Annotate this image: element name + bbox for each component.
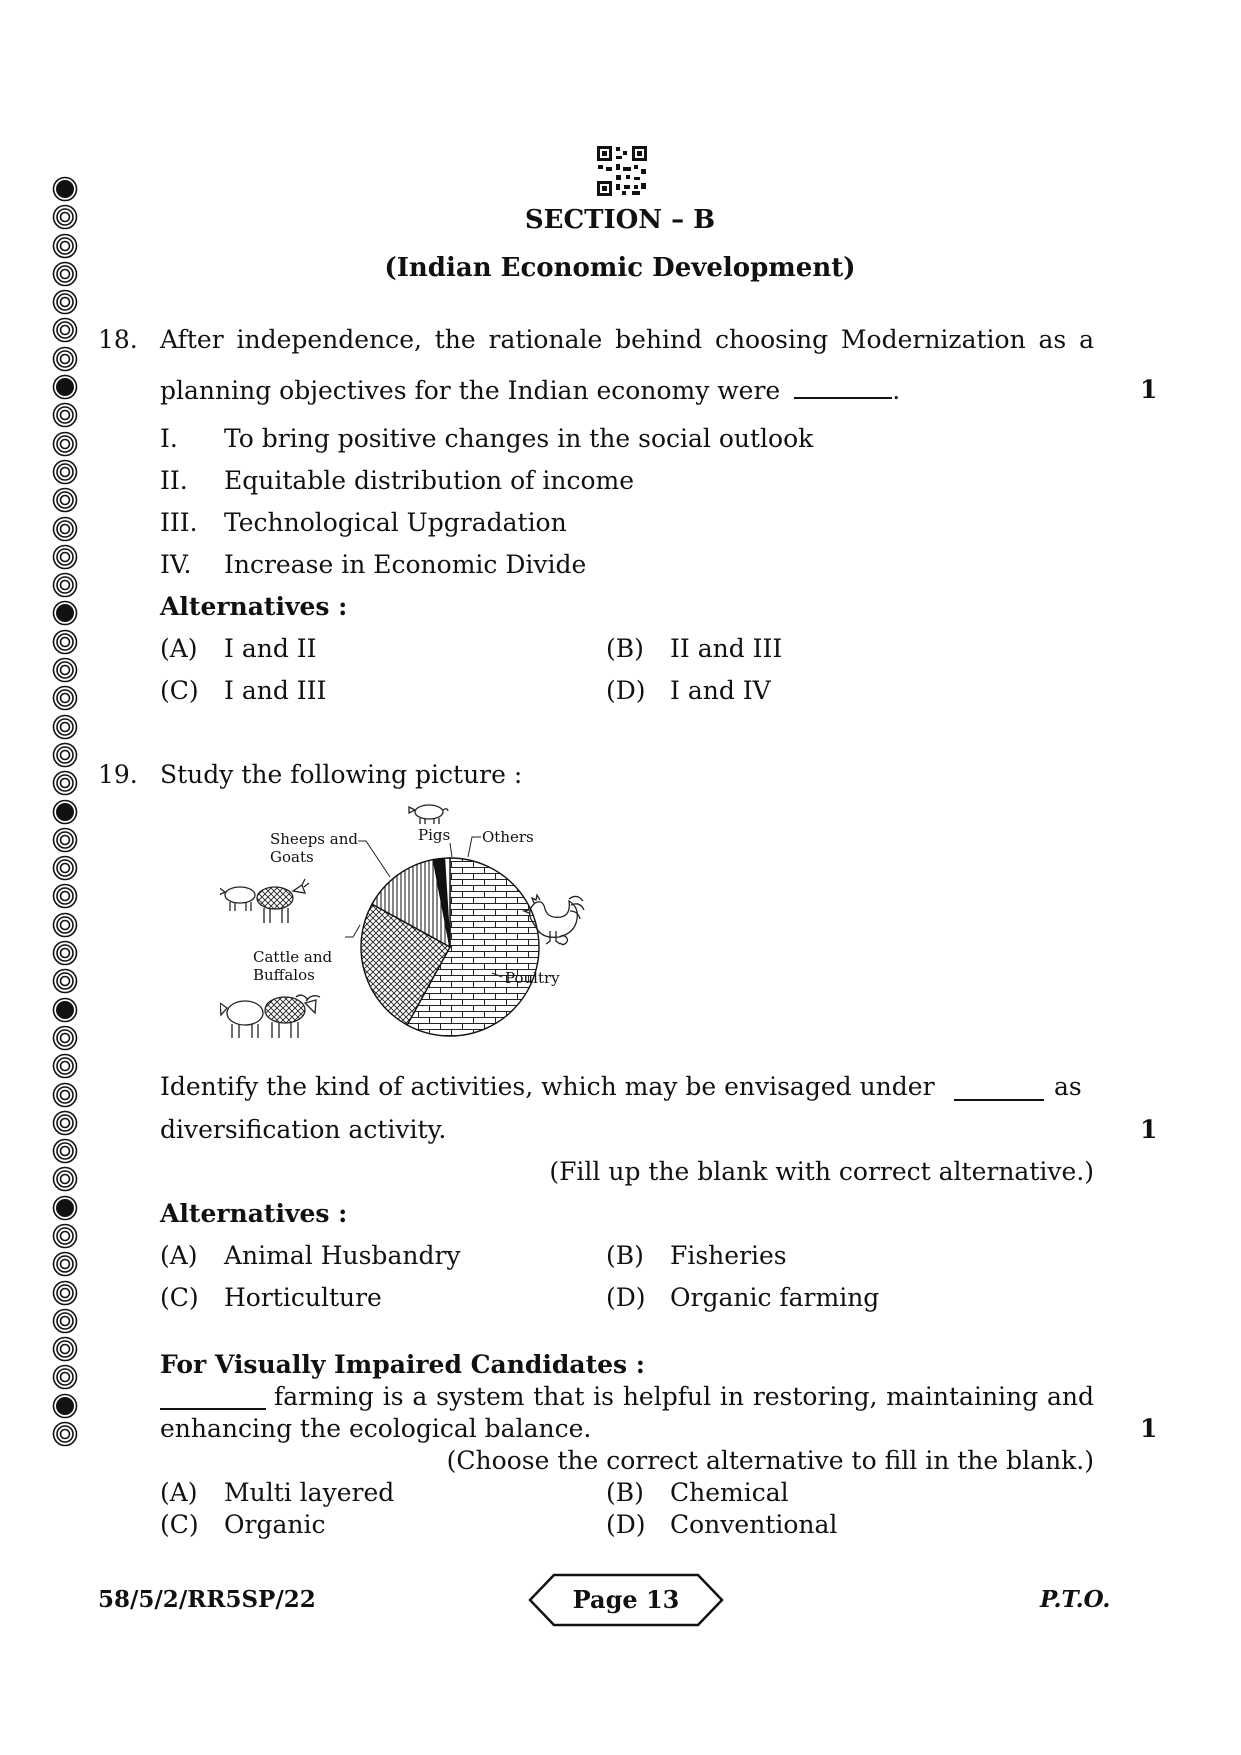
ring-icon	[52, 1223, 78, 1249]
ring-icon	[52, 204, 78, 230]
ring-icon	[52, 1421, 78, 1447]
ring-icon	[52, 1025, 78, 1051]
pto-label: P.T.O.	[1040, 1586, 1111, 1613]
instruction: (Choose the correct alternative to fill in the blank.)	[446, 1446, 1094, 1475]
option-text: I and IV	[670, 676, 771, 705]
sheep-goat-icon	[220, 879, 309, 923]
option-text: Fisheries	[670, 1241, 787, 1270]
stem-period: .	[892, 376, 901, 405]
ring-icon	[52, 1280, 78, 1306]
ring-icon	[52, 572, 78, 598]
filled-ring-icon	[52, 600, 78, 626]
marks: 1	[1140, 375, 1158, 404]
statement-text: Technological Upgradation	[224, 508, 567, 537]
option-key: (D)	[606, 676, 646, 705]
statement-roman: III.	[160, 508, 198, 537]
ring-icon	[52, 770, 78, 796]
ring-icon	[52, 855, 78, 881]
answer-blank	[160, 1386, 266, 1410]
ring-icon	[52, 459, 78, 485]
option-text: Multi layered	[224, 1478, 395, 1507]
section-subtitle: (Indian Economic Development)	[384, 253, 856, 283]
filled-ring-icon	[52, 1195, 78, 1221]
instruction: (Fill up the blank with correct alternative.)	[549, 1157, 1094, 1186]
stem-text: planning objectives for the Indian economy were	[160, 376, 781, 405]
option-text: Organic farming	[670, 1283, 880, 1312]
ring-icon	[52, 714, 78, 740]
statement-text: Increase in Economic Divide	[224, 550, 587, 579]
ring-icon	[52, 1308, 78, 1334]
question-stem: Identify the kind of activities, which may be envisaged under	[160, 1072, 935, 1101]
page-number-badge	[528, 1573, 724, 1627]
label-pigs: Pigs	[418, 826, 451, 844]
statement-roman: IV.	[160, 550, 192, 579]
ring-icon	[52, 544, 78, 570]
option-key: (B)	[606, 1478, 644, 1507]
option-text: Animal Husbandry	[224, 1241, 461, 1270]
option-text: Chemical	[670, 1478, 789, 1507]
option-key: (A)	[160, 634, 198, 663]
question-prompt: Study the following picture :	[160, 760, 523, 789]
marks: 1	[1140, 1115, 1158, 1144]
alternatives-label: Alternatives :	[160, 1199, 348, 1228]
section-title: SECTION – B	[524, 205, 716, 235]
question-stem: After independence, the rationale behind choosing Modernization as a	[160, 325, 1094, 354]
answer-blank	[794, 375, 892, 399]
margin-ring-column	[52, 176, 82, 1449]
qr-code-icon	[596, 145, 648, 197]
label-others: Others	[482, 828, 534, 846]
option-key: (C)	[160, 1283, 199, 1312]
option-key: (A)	[160, 1241, 198, 1270]
label-cattle-1: Cattle and	[253, 948, 333, 966]
cattle-buffalo-icon	[220, 995, 320, 1038]
option-key: (B)	[606, 1241, 644, 1270]
vi-stem-line2: enhancing the ecological balance.	[160, 1414, 592, 1443]
question-number: 19.	[98, 760, 138, 789]
option-key: (C)	[160, 676, 199, 705]
option-key: (A)	[160, 1478, 198, 1507]
ring-icon	[52, 657, 78, 683]
ring-icon	[52, 1166, 78, 1192]
question-stem-line2	[160, 375, 900, 406]
label-sheeps-goats-2: Goats	[270, 848, 314, 866]
option-text: Horticulture	[224, 1283, 382, 1312]
label-sheeps-goats-1: Sheeps and	[270, 830, 358, 848]
stem-suffix: as	[1054, 1072, 1082, 1101]
vi-stem: farming is a system that is helpful in restoring, maintaining and	[274, 1382, 1094, 1411]
statement-roman: II.	[160, 466, 188, 495]
filled-ring-icon	[52, 374, 78, 400]
ring-icon	[52, 940, 78, 966]
statement-text: To bring positive changes in the social outlook	[224, 424, 814, 453]
answer-blank	[954, 1077, 1044, 1101]
ring-icon	[52, 1053, 78, 1079]
ring-icon	[52, 1082, 78, 1108]
ring-icon	[52, 431, 78, 457]
statement-roman: I.	[160, 424, 178, 453]
filled-ring-icon	[52, 1393, 78, 1419]
ring-icon	[52, 289, 78, 315]
question-stem-line2: diversification activity.	[160, 1115, 447, 1144]
livestock-pie-figure	[220, 795, 640, 1065]
marks: 1	[1140, 1414, 1158, 1443]
option-text: Conventional	[670, 1510, 838, 1539]
ring-icon	[52, 629, 78, 655]
page-number: Page 13	[572, 1585, 680, 1614]
ring-icon	[52, 1251, 78, 1277]
option-text: II and III	[670, 634, 783, 663]
alternatives-label: Alternatives :	[160, 592, 348, 621]
ring-icon	[52, 487, 78, 513]
ring-icon	[52, 1336, 78, 1362]
ring-icon	[52, 685, 78, 711]
ring-icon	[52, 827, 78, 853]
label-poultry: Poultry	[505, 969, 560, 987]
ring-icon	[52, 1364, 78, 1390]
label-cattle-2: Buffalos	[253, 966, 315, 984]
option-text: Organic	[224, 1510, 326, 1539]
ring-icon	[52, 317, 78, 343]
option-text: I and II	[224, 634, 317, 663]
paper-code: 58/5/2/RR5SP/22	[98, 1586, 316, 1613]
option-key: (D)	[606, 1283, 646, 1312]
filled-ring-icon	[52, 997, 78, 1023]
ring-icon	[52, 742, 78, 768]
statement-text: Equitable distribution of income	[224, 466, 635, 495]
ring-icon	[52, 516, 78, 542]
ring-icon	[52, 912, 78, 938]
pig-icon	[409, 805, 448, 824]
ring-icon	[52, 402, 78, 428]
ring-icon	[52, 883, 78, 909]
filled-ring-icon	[52, 176, 78, 202]
ring-icon	[52, 1138, 78, 1164]
option-key: (B)	[606, 634, 644, 663]
ring-icon	[52, 968, 78, 994]
ring-icon	[52, 233, 78, 259]
ring-icon	[52, 1110, 78, 1136]
vi-heading: For Visually Impaired Candidates :	[160, 1350, 646, 1379]
filled-ring-icon	[52, 799, 78, 825]
option-key: (C)	[160, 1510, 199, 1539]
option-text: I and III	[224, 676, 327, 705]
question-number: 18.	[98, 325, 138, 354]
ring-icon	[52, 261, 78, 287]
pie-chart	[361, 858, 539, 1036]
option-key: (D)	[606, 1510, 646, 1539]
ring-icon	[52, 346, 78, 372]
